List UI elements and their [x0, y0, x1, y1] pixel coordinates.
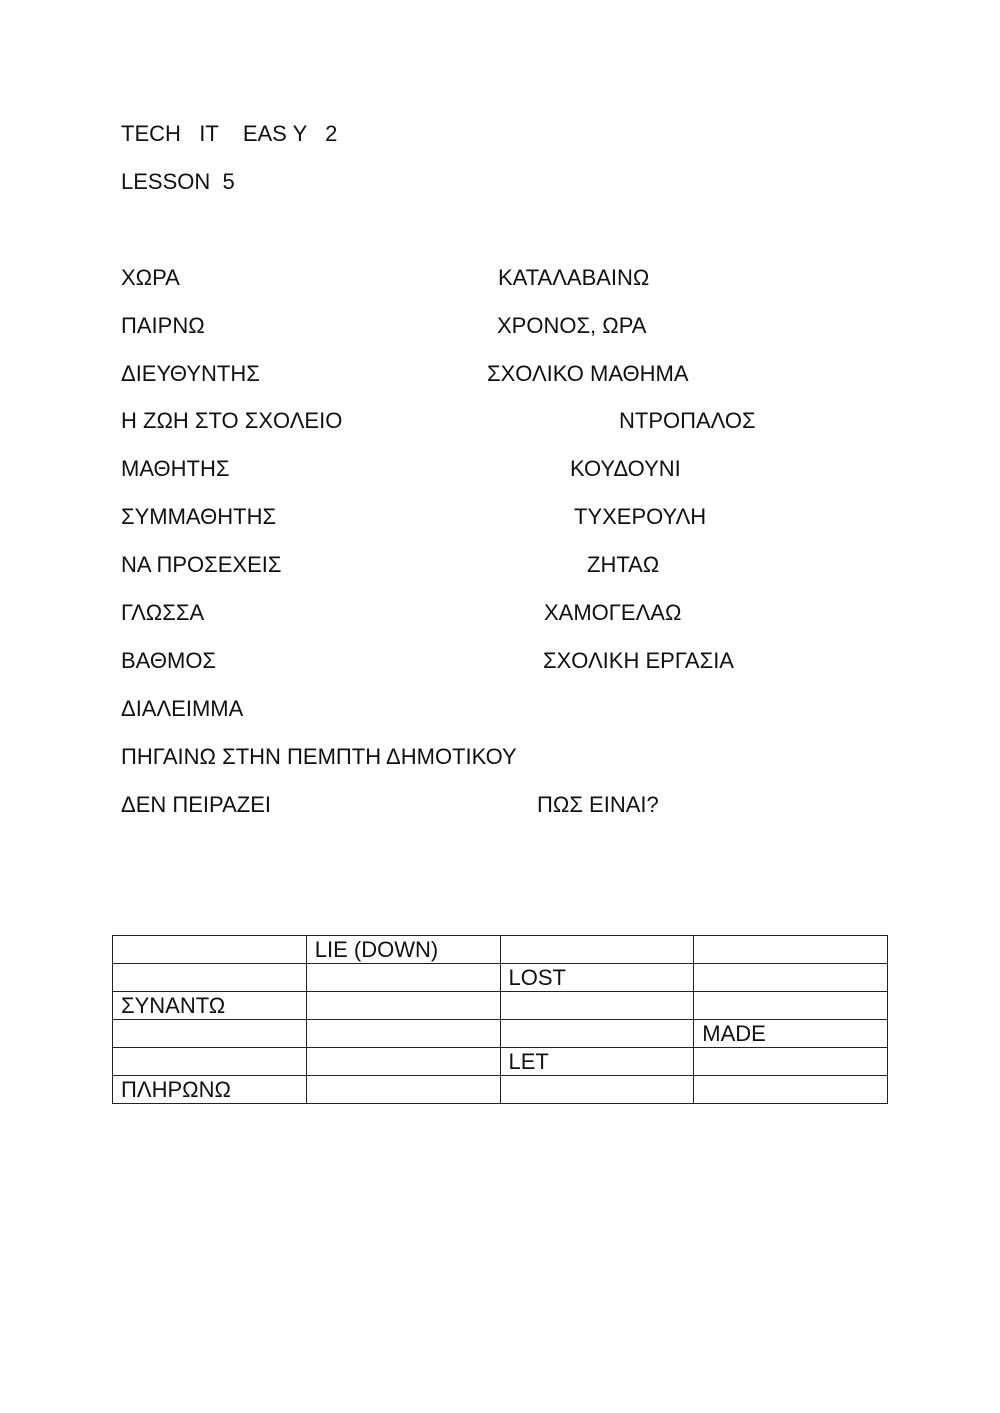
vocab-right-item: ΤΥΧΕΡΟΥΛΗ — [574, 504, 707, 529]
table-cell: MADE — [694, 1020, 888, 1048]
table-cell — [500, 936, 694, 964]
lesson-label: LESSON 5 — [121, 169, 235, 194]
table-row — [113, 992, 888, 1020]
vocab-left-item: ΠΑΙΡΝΩ — [121, 313, 205, 338]
table-cell — [306, 1020, 500, 1048]
table-cell: LIE (DOWN) — [306, 936, 500, 964]
vocab-right-item: ΝΤΡΟΠΑΛΟΣ — [619, 408, 756, 433]
table-cell — [694, 964, 888, 992]
vocab-left-item: Η ΖΩΗ ΣΤΟ ΣΧΟΛΕΙΟ — [121, 408, 343, 433]
table-row — [113, 936, 888, 964]
table-cell — [694, 1048, 888, 1076]
vocab-right-item: ΚΟΥΔΟΥΝΙ — [570, 456, 681, 481]
verb-table — [112, 935, 888, 1104]
table-row — [113, 1048, 888, 1076]
vocab-left-item: ΜΑΘΗΤΗΣ — [121, 456, 230, 481]
table-cell — [694, 936, 888, 964]
vocab-right-item: ΧΡΟΝΟΣ, ΩΡΑ — [497, 313, 647, 338]
vocab-right-item: ΣΧΟΛΙΚΟ ΜΑΘΗΜΑ — [487, 361, 689, 386]
vocab-left-item: ΣΥΜΜΑΘΗΤΗΣ — [121, 504, 277, 529]
vocab-right-item: ΚΑΤΑΛΑΒΑΙΝΩ — [498, 265, 650, 290]
vocab-right-item: ΠΩΣ ΕΙΝΑΙ? — [537, 792, 659, 817]
table-cell — [306, 1048, 500, 1076]
vocab-left-item: ΝΑ ΠΡΟΣΕΧΕΙΣ — [121, 552, 282, 577]
vocab-left-item: ΔΙΑΛΕΙΜΜΑ — [121, 696, 244, 721]
table-cell — [500, 1076, 694, 1104]
table-cell — [113, 936, 307, 964]
table-row — [113, 1076, 888, 1104]
table-cell — [306, 1076, 500, 1104]
vocab-left-item: ΠΗΓΑΙΝΩ ΣΤΗΝ ΠΕΜΠΤΗ ΔΗΜΟΤΙΚΟΥ — [121, 744, 517, 769]
table-cell — [113, 964, 307, 992]
table-cell — [306, 964, 500, 992]
table-cell — [500, 1020, 694, 1048]
vocab-left-item: ΔΙΕΥΘΥΝΤΗΣ — [121, 361, 260, 386]
table-row — [113, 1020, 888, 1048]
table-row — [113, 964, 888, 992]
table-cell — [306, 992, 500, 1020]
table-cell: ΠΛΗΡΩΝΩ — [113, 1076, 307, 1104]
table-cell — [113, 1020, 307, 1048]
worksheet-title: TECH IT EAS Y 2 — [121, 121, 338, 146]
table-cell: LET — [500, 1048, 694, 1076]
table-cell — [113, 1048, 307, 1076]
table-cell — [500, 992, 694, 1020]
vocab-right-item: ΧΑΜΟΓΕΛΑΩ — [544, 600, 682, 625]
table-cell — [694, 1076, 888, 1104]
vocab-left-item: ΓΛΩΣΣΑ — [121, 600, 205, 625]
vocab-left-item: ΧΩΡΑ — [121, 265, 180, 290]
table-cell — [694, 992, 888, 1020]
vocab-left-item: ΔΕΝ ΠΕΙΡΑΖΕΙ — [121, 792, 271, 817]
table-cell: LOST — [500, 964, 694, 992]
vocab-left-item: ΒΑΘΜΟΣ — [121, 648, 217, 673]
vocab-right-item: ΣΧΟΛΙΚΗ ΕΡΓΑΣΙΑ — [543, 648, 734, 673]
vocab-right-item: ΖΗΤΑΩ — [587, 552, 660, 577]
table-cell: ΣΥΝΑΝΤΩ — [113, 992, 307, 1020]
